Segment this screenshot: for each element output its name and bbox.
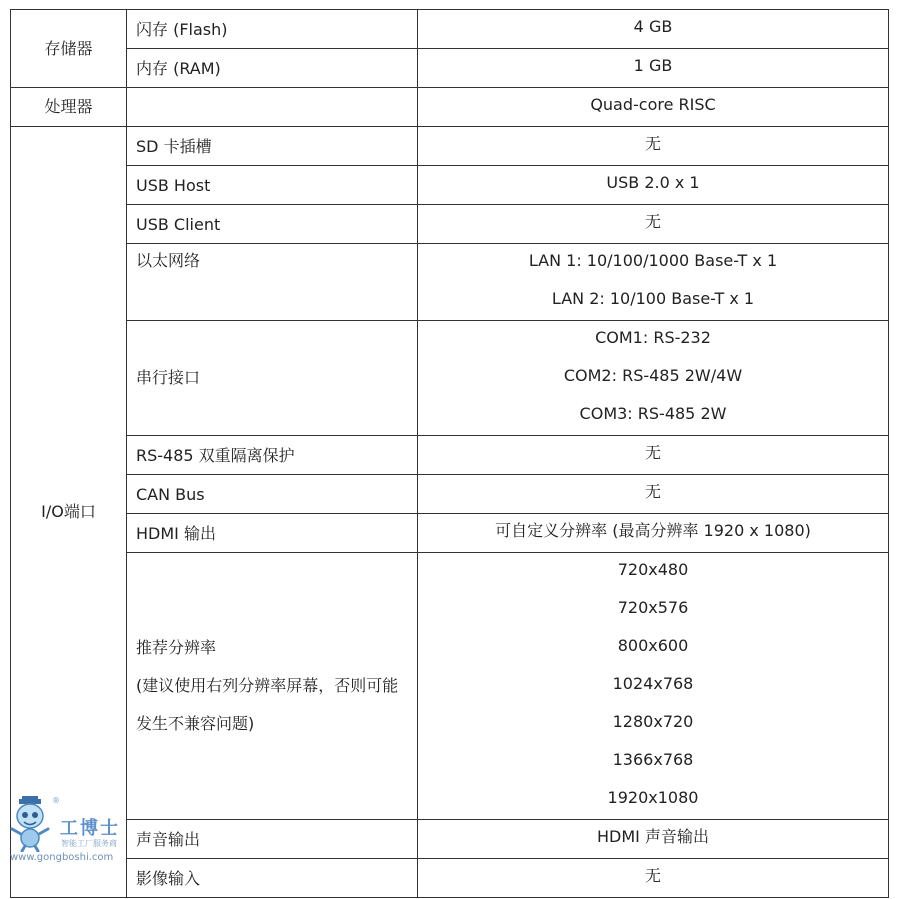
resolution-note-line: (建议使用右列分辨率屏幕，否则可能 [136,676,399,695]
table-row [11,49,889,88]
item-resolution-label [127,553,418,820]
resolution-option: 720x576 [617,598,689,617]
item-usb-client-label: USB Client [127,205,418,244]
table-row [11,205,889,244]
category-processor: 处理器 [11,88,127,127]
resolution-note-line: 推荐分辨率 [136,638,217,657]
item-resolution-values [418,553,889,820]
ethernet-lan2: LAN 2: 10/100 Base-T x 1 [551,289,755,308]
table-row [11,127,889,166]
registered-mark: ® [52,796,60,805]
table-row [11,859,889,898]
item-audio-label: 声音输出 [127,820,418,859]
item-can-value: 无 [418,475,889,514]
item-rs485-label: RS-485 双重隔离保护 [127,436,418,475]
watermark-subtitle: 智能工厂服务商 [61,839,117,848]
item-processor-label [127,88,418,127]
table-row [11,244,889,321]
table-row [11,820,889,859]
table-row [11,475,889,514]
resolution-option: 1366x768 [612,750,694,769]
table-row [11,553,889,820]
item-ram-value: 1 GB [418,49,889,88]
category-io: I/O端口 [11,127,127,898]
ethernet-lan1: LAN 1: 10/100/1000 Base-T x 1 [528,251,778,270]
serial-com1: COM1: RS-232 [595,328,711,347]
resolution-option: 800x600 [617,636,689,655]
item-serial-value [418,321,889,436]
item-flash-label: 闪存 (Flash) [127,10,418,49]
serial-com2: COM2: RS-485 2W/4W [563,366,743,385]
item-sd-label: SD 卡插槽 [127,127,418,166]
item-flash-value: 4 GB [418,10,889,49]
item-usb-client-value: 无 [418,205,889,244]
resolution-option: 720x480 [617,560,689,579]
item-sd-value: 无 [418,127,889,166]
watermark-url: www.gongboshi.com [10,852,114,863]
mascot-icon [8,796,58,852]
table-row [11,514,889,553]
item-can-label: CAN Bus [127,475,418,514]
resolution-option: 1280x720 [612,712,694,731]
watermark-logo [8,796,130,866]
watermark-brand: 工博士 [60,818,120,839]
category-storage: 存储器 [11,10,127,88]
item-usb-host-value: USB 2.0 x 1 [418,166,889,205]
item-ethernet-label: 以太网络 [127,244,418,321]
item-video-in-label: 影像输入 [127,859,418,898]
item-ethernet-value [418,244,889,321]
resolution-option: 1024x768 [612,674,694,693]
resolution-option: 1920x1080 [607,788,699,807]
item-video-in-value: 无 [418,859,889,898]
item-usb-host-label: USB Host [127,166,418,205]
item-hdmi-value: 可自定义分辨率 (最高分辨率 1920 x 1080) [418,514,889,553]
serial-com3: COM3: RS-485 2W [579,404,727,423]
table-row [11,321,889,436]
item-serial-label: 串行接口 [127,321,418,436]
item-hdmi-label: HDMI 输出 [127,514,418,553]
resolution-note-line: 发生不兼容问题) [136,714,255,733]
item-rs485-value: 无 [418,436,889,475]
item-processor-value: Quad-core RISC [418,88,889,127]
table-row [11,166,889,205]
table-row [11,10,889,49]
table-row [11,436,889,475]
item-audio-value: HDMI 声音输出 [418,820,889,859]
table-row [11,88,889,127]
spec-table [10,9,889,898]
item-ram-label: 内存 (RAM) [127,49,418,88]
